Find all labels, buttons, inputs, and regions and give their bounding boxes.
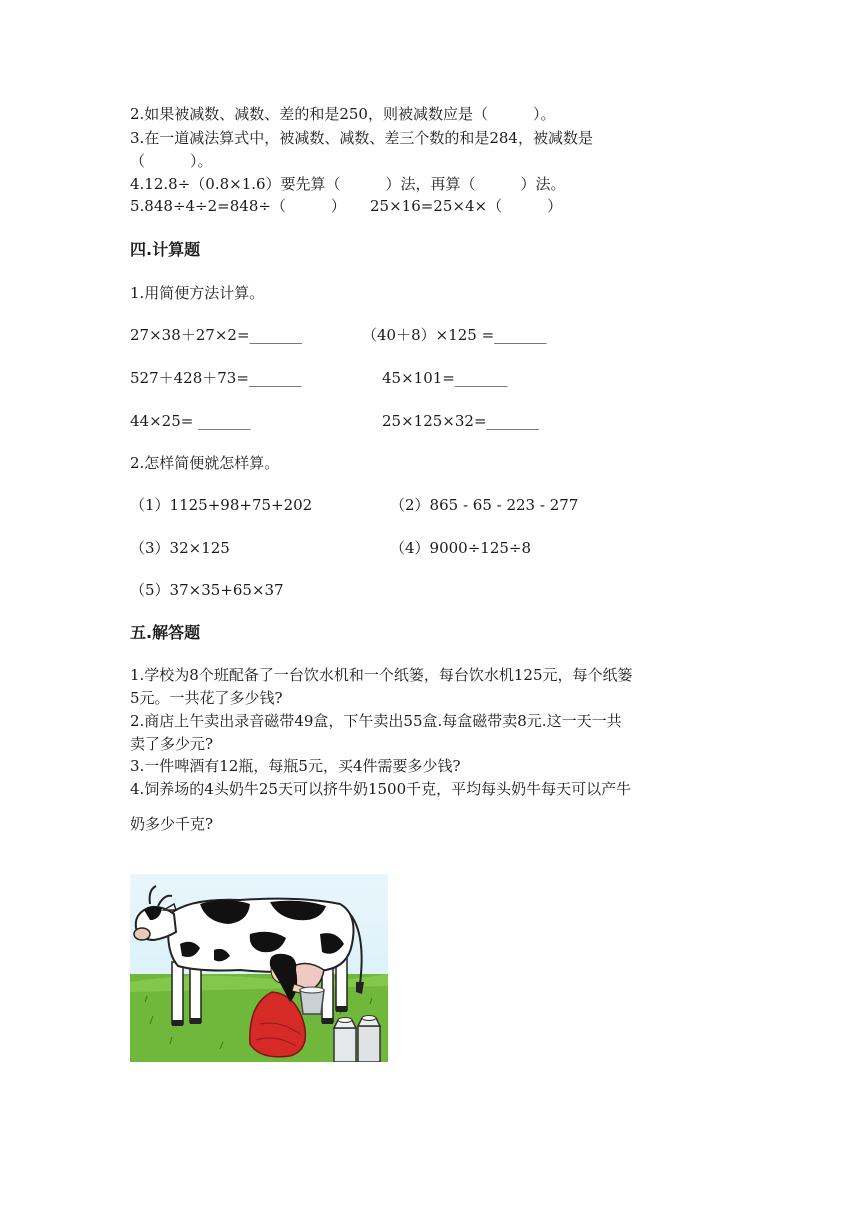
simplify-item: （5）37×35+65×37	[130, 581, 284, 599]
word-problem-line: 2.商店上午卖出录音磁带49盒，下午卖出55盒.每盒磁带卖8元.这一天一共	[130, 712, 622, 730]
simplify-item: （2）865 - 65 - 223 - 277	[390, 496, 579, 514]
fill-q4: 4.12.8÷（0.8×1.6）要先算（ ）法，再算（ ）法。	[130, 175, 566, 193]
calc-item: 27×38＋27×2=_______	[130, 326, 303, 344]
calc-item: 25×125×32=_______	[382, 412, 540, 430]
milk-pail	[300, 987, 324, 1014]
fill-q2: 2.如果被减数、减数、差的和是250，则被减数应是（ ）。	[130, 105, 556, 123]
fill-q5-part2: 25×16=25×4×（ ）	[370, 197, 563, 215]
calc-item: 44×25= _______	[130, 412, 251, 430]
calc-item: 45×101=_______	[382, 369, 508, 387]
calc-item: （40＋8）×125 =_______	[362, 326, 547, 344]
word-problem-line: 奶多少千克?	[130, 815, 214, 833]
section-4-q1-title: 1.用简便方法计算。	[130, 284, 265, 302]
fill-q3-line2: （ ）。	[130, 152, 213, 170]
section-5-heading: 五.解答题	[130, 623, 201, 642]
word-problem-line: 1.学校为8个班配备了一台饮水机和一个纸篓，每台饮水机125元，每个纸篓	[130, 666, 633, 684]
word-problem-line: 4.饲养场的4头奶牛25天可以挤牛奶1500千克，平均每头奶牛每天可以产牛	[130, 780, 632, 798]
calc-item: 527＋428＋73=_______	[130, 369, 302, 387]
cow-milking-svg	[130, 874, 388, 1062]
simplify-item: （1）1125+98+75+202	[130, 496, 313, 514]
word-problem-line: 3.一件啤酒有12瓶，每瓶5元，买4件需要多少钱?	[130, 757, 461, 775]
cow-milking-illustration	[130, 874, 388, 1062]
word-problem-line: 5元。一共花了多少钱?	[130, 689, 283, 707]
fill-q5-part1: 5.848÷4÷2=848÷（ ）	[130, 197, 346, 215]
fill-q3-line1: 3.在一道减法算式中，被减数、减数、差三个数的和是284，被减数是	[130, 129, 593, 147]
section-4-q2-title: 2.怎样简便就怎样算。	[130, 454, 280, 472]
word-problem-line: 卖了多少元?	[130, 735, 214, 753]
section-4-heading: 四.计算题	[130, 240, 201, 259]
simplify-item: （3）32×125	[130, 539, 230, 557]
simplify-item: （4）9000÷125÷8	[390, 539, 532, 557]
